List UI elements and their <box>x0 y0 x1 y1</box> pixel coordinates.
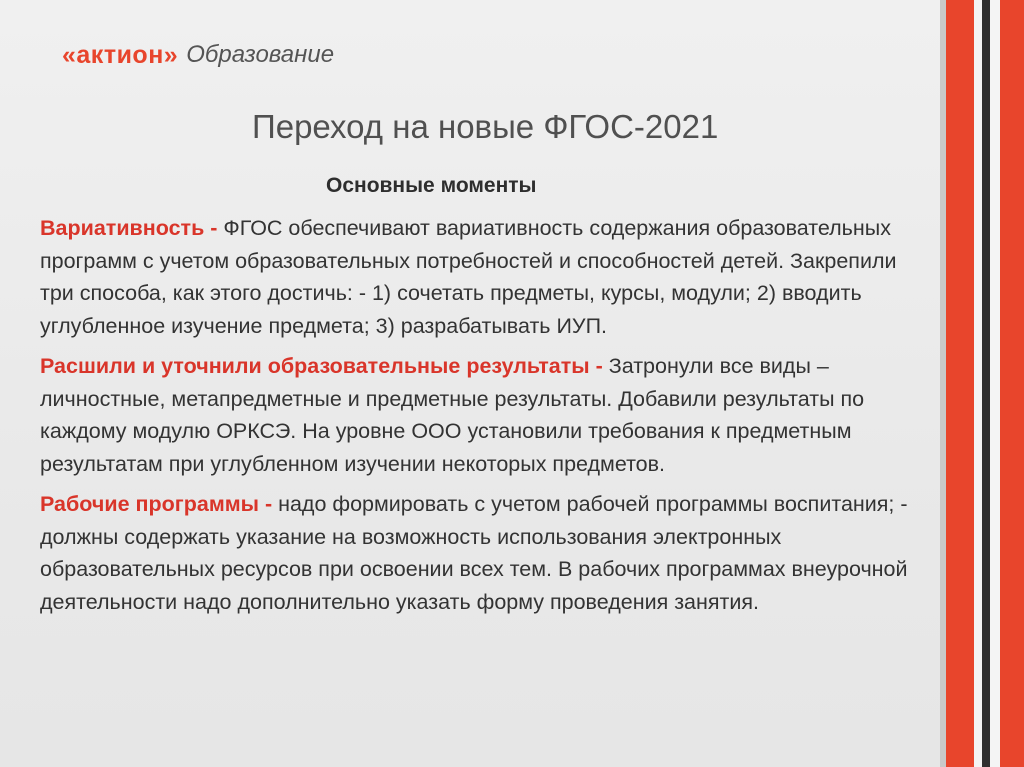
page-subtitle: Основные моменты <box>326 174 537 197</box>
paragraph-text: ФГОС обеспечивают вариативность содержания образовательных программ с учетом образовательных потребностей и способностей детей. Закрепили три способа, как этого достичь: - 1) сочетать предметы, курсы, модули; 2) вводить углубленное изучение предмета; 3) разрабатывать ИУП. <box>40 216 897 338</box>
decor-stripe <box>946 0 974 767</box>
content-body <box>40 212 920 626</box>
logo-sub: Образование <box>186 41 335 68</box>
decor-stripe <box>990 0 1000 767</box>
decor-stripe <box>982 0 990 767</box>
page-title: Переход на новые ФГОС-2021 <box>252 108 719 145</box>
paragraph-results <box>40 350 920 480</box>
paragraph-programs <box>40 488 920 618</box>
paragraph-lead: Рабочие программы - <box>40 492 273 516</box>
brand-logo <box>62 40 334 70</box>
paragraph-variativity <box>40 212 920 342</box>
paragraph-text: надо формировать с учетом рабочей программы воспитания; - должны содержать указание на возможность использования электронных образовательных ресурсов при освоении всех тем. В рабочих программах внеурочной деятельности надо дополнительно указать форму проведения занятия. <box>40 492 908 614</box>
paragraph-lead: Расшили и уточнили образовательные результаты - <box>40 354 603 378</box>
decor-stripe <box>1000 0 1024 767</box>
paragraph-lead: Вариативность - <box>40 216 218 240</box>
decor-stripe <box>974 0 982 767</box>
paragraph-text: Затронули все виды – личностные, метапредметные и предметные результаты. Добавили результаты по каждому модулю ОРКСЭ. На уровне ООО установили требования к предметным результатам при углубленном изучении некоторых предметов. <box>40 354 865 476</box>
logo-brand: «актион» <box>62 40 179 69</box>
